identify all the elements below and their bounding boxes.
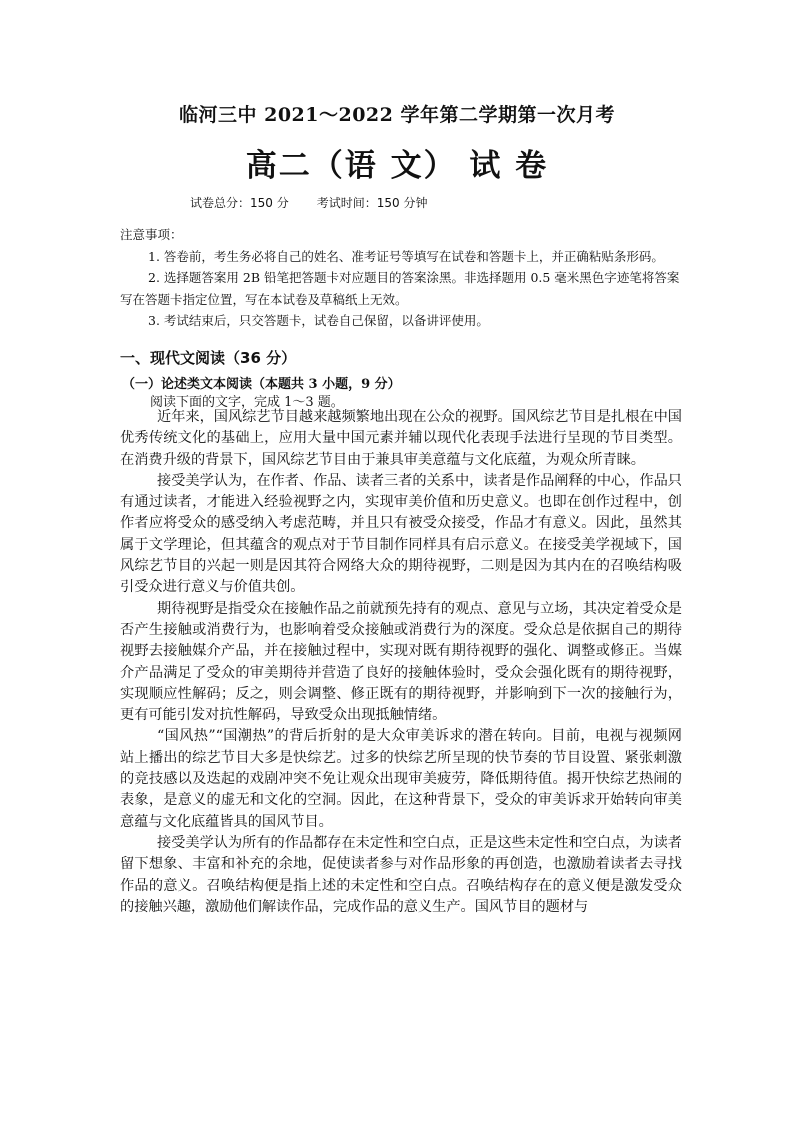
exam-time: 考试时间：150 分钟 xyxy=(316,196,428,210)
passage-paragraph: “国风热”“国潮热”的背后折射的是大众审美诉求的潜在转向。目前，电视与视频网站上播出的综艺节目大多是快综艺。过多的快综艺所呈现的快节奏的节目设置、紧张刺激的竞技感以及迭起的戏剧冲突不免让观众出现审美疲劳，降低期待值。揭开快综艺热闹的表象，是意义的虚无和文化的空洞。因此，在这种背景下，受众的审美诉求开始转向审美意蕴与文化底蕴皆具的国风节目。 xyxy=(120,728,682,830)
total-score: 试卷总分：150 分 xyxy=(190,196,289,210)
passage-paragraph: 近年来，国风综艺节目越来越频繁地出现在公众的视野。国风综艺节目是扎根在中国优秀传统文化的基础上，应用大量中国元素并辅以现代化表现手法进行呈现的节目类型。在消费升级的背景下，国风综艺节目由于兼具审美意蕴与文化底蕴，为观众所青睐。 xyxy=(120,409,682,468)
section-heading: 一、现代文阅读（36 分） xyxy=(120,349,297,367)
passage-paragraph: 接受美学认为所有的作品都存在未定性和空白点，正是这些未定性和空白点，为读者留下想象、丰富和补充的余地，促使读者参与对作品形象的再创造，也激励着读者去寻找作品的意义。召唤结构便是指上述的未定性和空白点。召唤结构存在的意义便是激发受众的接触兴趣，激励他们解读作品，完成作品的意义生产。国风节目的题材与 xyxy=(120,834,682,915)
passage-paragraph: 接受美学认为，在作者、作品、读者三者的关系中，读者是作品阐释的中心，作品只有通过读者，才能进入经验视野之内，实现审美价值和历史意义。也即在创作过程中，创作者应将受众的感受纳入考虑范畴，并且只有被受众接受，作品才有意义。因此，虽然其属于文学理论，但其蕴含的观点对于节目制作同样具有启示意义。在接受美学视域下，国风综艺节目的兴起一则是因其符合网络大众的期待视野，二则是因为其内在的召唤结构吸引受众进行意义与价值共创。 xyxy=(120,472,682,596)
school-title: 临河三中 2021～2022 学年第二学期第一次月考 xyxy=(179,104,615,126)
exam-title: 高二（语 文） 试 卷 xyxy=(245,148,549,184)
note-item: 2. 选择题答案用 2B 铅笔把答题卡对应题目的答案涂黑。非选择题用 0.5 毫米黑色字迹笔将答案写在答题卡指定位置，写在本试卷及草稿纸上无效。 xyxy=(120,270,680,307)
notes-block xyxy=(120,224,680,332)
note-item: 1. 答卷前，考生务必将自己的姓名、准考证号等填写在试卷和答题卡上，并正确粘贴条形码。 xyxy=(148,248,664,264)
note-item: 3. 考试结束后，只交答题卡，试卷自己保留，以备讲评使用。 xyxy=(148,313,489,328)
passage-paragraph: 期待视野是指受众在接触作品之前就预先持有的观点、意见与立场，其决定着受众是否产生接触或消费行为，也影响着受众接触或消费行为的深度。受众总是依据自己的期待视野去接触媒介产品，并在接触过程中，实现对既有期待视野的强化、调整或修正。当媒介产品满足了受众的审美期待并营造了良好的接触体验时，受众会强化既有的期待视野，实现顺应性解码；反之，则会调整、修正既有的期待视野，并影响到下一次的接触行为，更有可能引发对抗性解码，导致受众出现抵触情绪。 xyxy=(120,600,682,724)
subsection-heading: （一）论述类文本阅读（本题共 3 小题，9 分） xyxy=(122,377,401,392)
exam-meta xyxy=(190,194,427,211)
reading-instruction: 阅读下面的文字，完成 1～3 题。 xyxy=(150,395,344,410)
reading-passage xyxy=(120,407,682,918)
notes-heading: 注意事项： xyxy=(120,227,183,242)
